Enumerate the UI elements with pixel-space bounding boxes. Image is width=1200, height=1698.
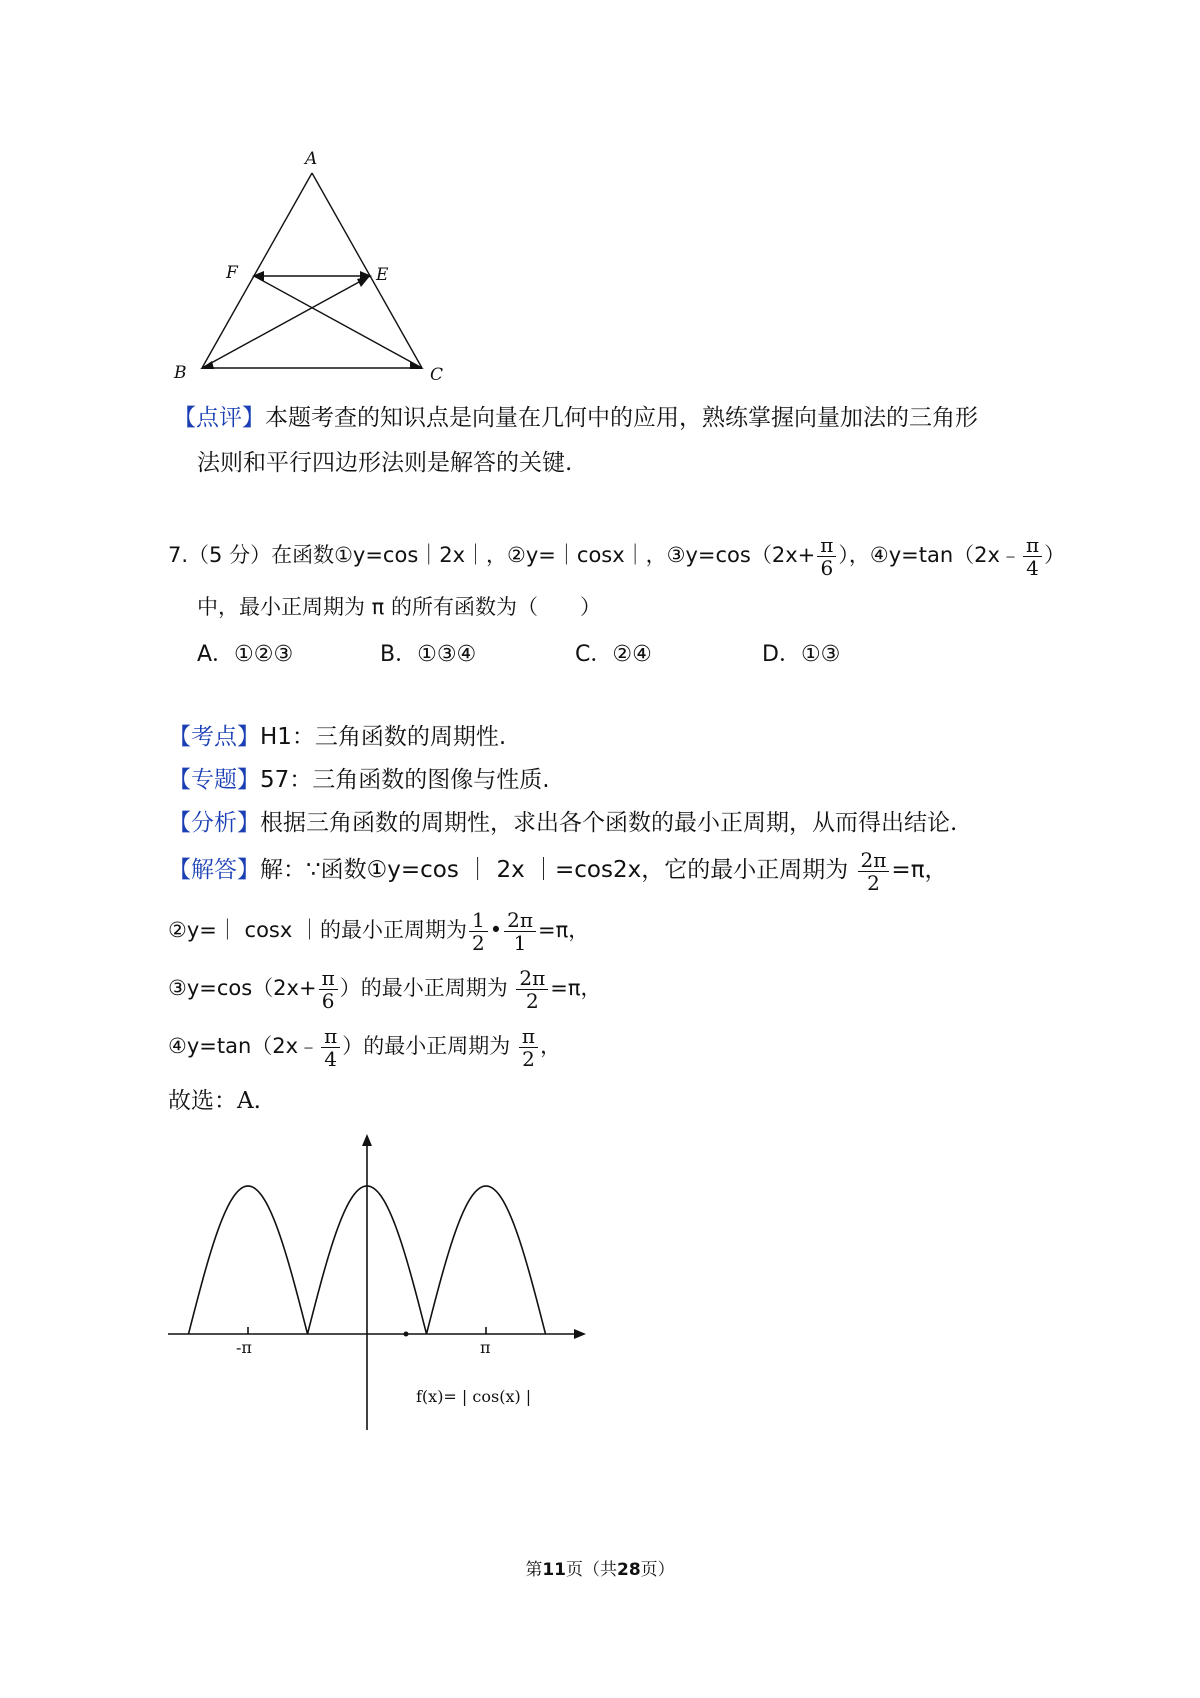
axis-dot — [404, 1332, 409, 1337]
fraction-denominator: 4 — [1026, 555, 1039, 580]
y-axis-arrow-icon — [362, 1134, 372, 1146]
conclusion-line — [168, 1086, 261, 1116]
jieda-post: =π， — [891, 857, 948, 883]
zhuanti-text: 57：三角函数的图像与性质. — [260, 767, 550, 793]
fraction-pi-over-6 — [817, 534, 836, 579]
solution-2-pre: ②y=｜ cosx ｜的最小正周期为 — [168, 918, 467, 942]
fraction-2pi-over-1 — [504, 909, 536, 954]
comment-line-1 — [173, 403, 978, 433]
fraction-numerator: 2π — [516, 967, 548, 990]
fraction-numerator: π — [1023, 534, 1042, 557]
question-line-1 — [168, 533, 1065, 579]
fraction-denominator: 4 — [324, 1046, 337, 1071]
kaodian-line — [168, 722, 506, 752]
fraction-numerator: 2π — [504, 909, 536, 932]
option-a[interactable]: A．①②③ — [197, 642, 294, 667]
question-mid: ），④y=tan（2x﹣ — [838, 543, 1021, 567]
solution-line-2 — [168, 906, 589, 954]
comment-line-2 — [197, 448, 572, 478]
fraction-numerator: 1 — [469, 909, 488, 932]
solution-4-post: ， — [540, 1034, 562, 1058]
fraction-1-over-2 — [469, 909, 488, 954]
zhuanti-line — [168, 765, 550, 795]
jieda-line — [168, 846, 948, 894]
fraction-numerator: π — [321, 1025, 340, 1048]
fraction-pi-over-2 — [519, 1025, 538, 1070]
option-d[interactable]: D．①③ — [762, 642, 841, 667]
footer-mid: 页（共 — [566, 1560, 617, 1580]
label-b: B — [174, 363, 187, 383]
fraction-2pi-over-2 — [516, 967, 548, 1012]
label-a: A — [305, 150, 318, 169]
fraction-numerator: π — [817, 534, 836, 557]
fraction-pi-over-4 — [1023, 534, 1042, 579]
fraction-denominator: 6 — [820, 555, 834, 580]
fraction-denominator: 2 — [522, 1046, 535, 1071]
jieda-tag: 【解答】 — [168, 857, 260, 883]
solution-3-mid: ）的最小正周期为 — [339, 976, 508, 1000]
solution-4-mid: ）的最小正周期为 — [342, 1034, 511, 1058]
footer-post: 页） — [640, 1560, 675, 1580]
solution-line-4 — [168, 1022, 561, 1070]
option-c[interactable]: C．②④ — [575, 642, 652, 667]
fraction-numerator: 2π — [858, 849, 890, 872]
question-line-2 — [197, 592, 601, 622]
solution-3-post: =π， — [550, 976, 602, 1000]
question-text-2: 中，最小正周期为 π 的所有函数为（ ） — [197, 595, 601, 619]
fraction-denominator: 6 — [321, 988, 335, 1013]
tick-label-pos-pi: π — [480, 1338, 491, 1357]
x-axis-arrow-icon — [574, 1329, 586, 1339]
comment-text-1: 本题考查的知识点是向量在几何中的应用，熟练掌握向量加法的三角形 — [265, 405, 978, 431]
fenxi-text: 根据三角函数的周期性，求出各个函数的最小正周期，从而得出结论. — [260, 810, 958, 836]
arrowhead-f — [252, 271, 264, 281]
fenxi-line — [168, 808, 957, 838]
fenxi-tag: 【分析】 — [168, 810, 260, 836]
multiply-dot: • — [489, 918, 503, 942]
fraction-numerator: π — [519, 1025, 538, 1048]
arrowhead-b — [200, 361, 214, 369]
label-f: F — [226, 263, 238, 283]
fraction-denominator: 2 — [471, 930, 485, 955]
fraction-2pi-over-2 — [858, 849, 890, 894]
question-suffix: ） — [1044, 543, 1066, 567]
question-prefix: 7.（5 分）在函数①y=cos｜2x｜，②y=｜cosx｜，③y=cos（2x+ — [168, 543, 816, 567]
label-e: E — [376, 265, 389, 285]
page-footer — [0, 1555, 1200, 1580]
side-ac — [312, 173, 422, 368]
solution-3-pre: ③y=cos（2x+ — [168, 976, 317, 1000]
fraction-denominator: 2 — [867, 870, 880, 895]
option-b[interactable]: B．①③④ — [380, 642, 477, 667]
solution-2-post: =π， — [537, 918, 590, 942]
tick-label-neg-pi: -π — [236, 1338, 252, 1357]
fraction-denominator: 2 — [525, 988, 539, 1013]
triangle-figure — [160, 150, 480, 430]
fraction-pi-over-6 — [319, 967, 338, 1012]
comment-tag: 【点评】 — [173, 405, 265, 431]
zhuanti-tag: 【专题】 — [168, 767, 260, 793]
fraction-pi-over-4 — [321, 1025, 340, 1070]
comment-text-2: 法则和平行四边形法则是解答的关键. — [197, 450, 573, 476]
label-c: C — [430, 365, 444, 385]
solution-4-pre: ④y=tan（2x﹣ — [168, 1034, 320, 1058]
fraction-denominator: 1 — [513, 930, 527, 955]
graph-caption: f(x)= | cos(x) | — [416, 1387, 532, 1406]
jieda-text: 解：∵函数①y=cos ｜ 2x ｜=cos2x，它的最小正周期为 — [260, 857, 849, 883]
arrowhead-e-from-b — [357, 276, 370, 287]
kaodian-text: H1：三角函数的周期性. — [260, 724, 507, 750]
kaodian-tag: 【考点】 — [168, 724, 260, 750]
side-ab — [202, 173, 312, 368]
page-number: 11 — [542, 1560, 566, 1580]
page-total: 28 — [617, 1560, 641, 1580]
solution-line-3 — [168, 964, 602, 1012]
conclusion-text: 故选：A. — [168, 1088, 261, 1114]
footer-pre: 第 — [525, 1560, 543, 1580]
cos-graph — [160, 1130, 600, 1430]
fraction-numerator: π — [319, 967, 338, 990]
